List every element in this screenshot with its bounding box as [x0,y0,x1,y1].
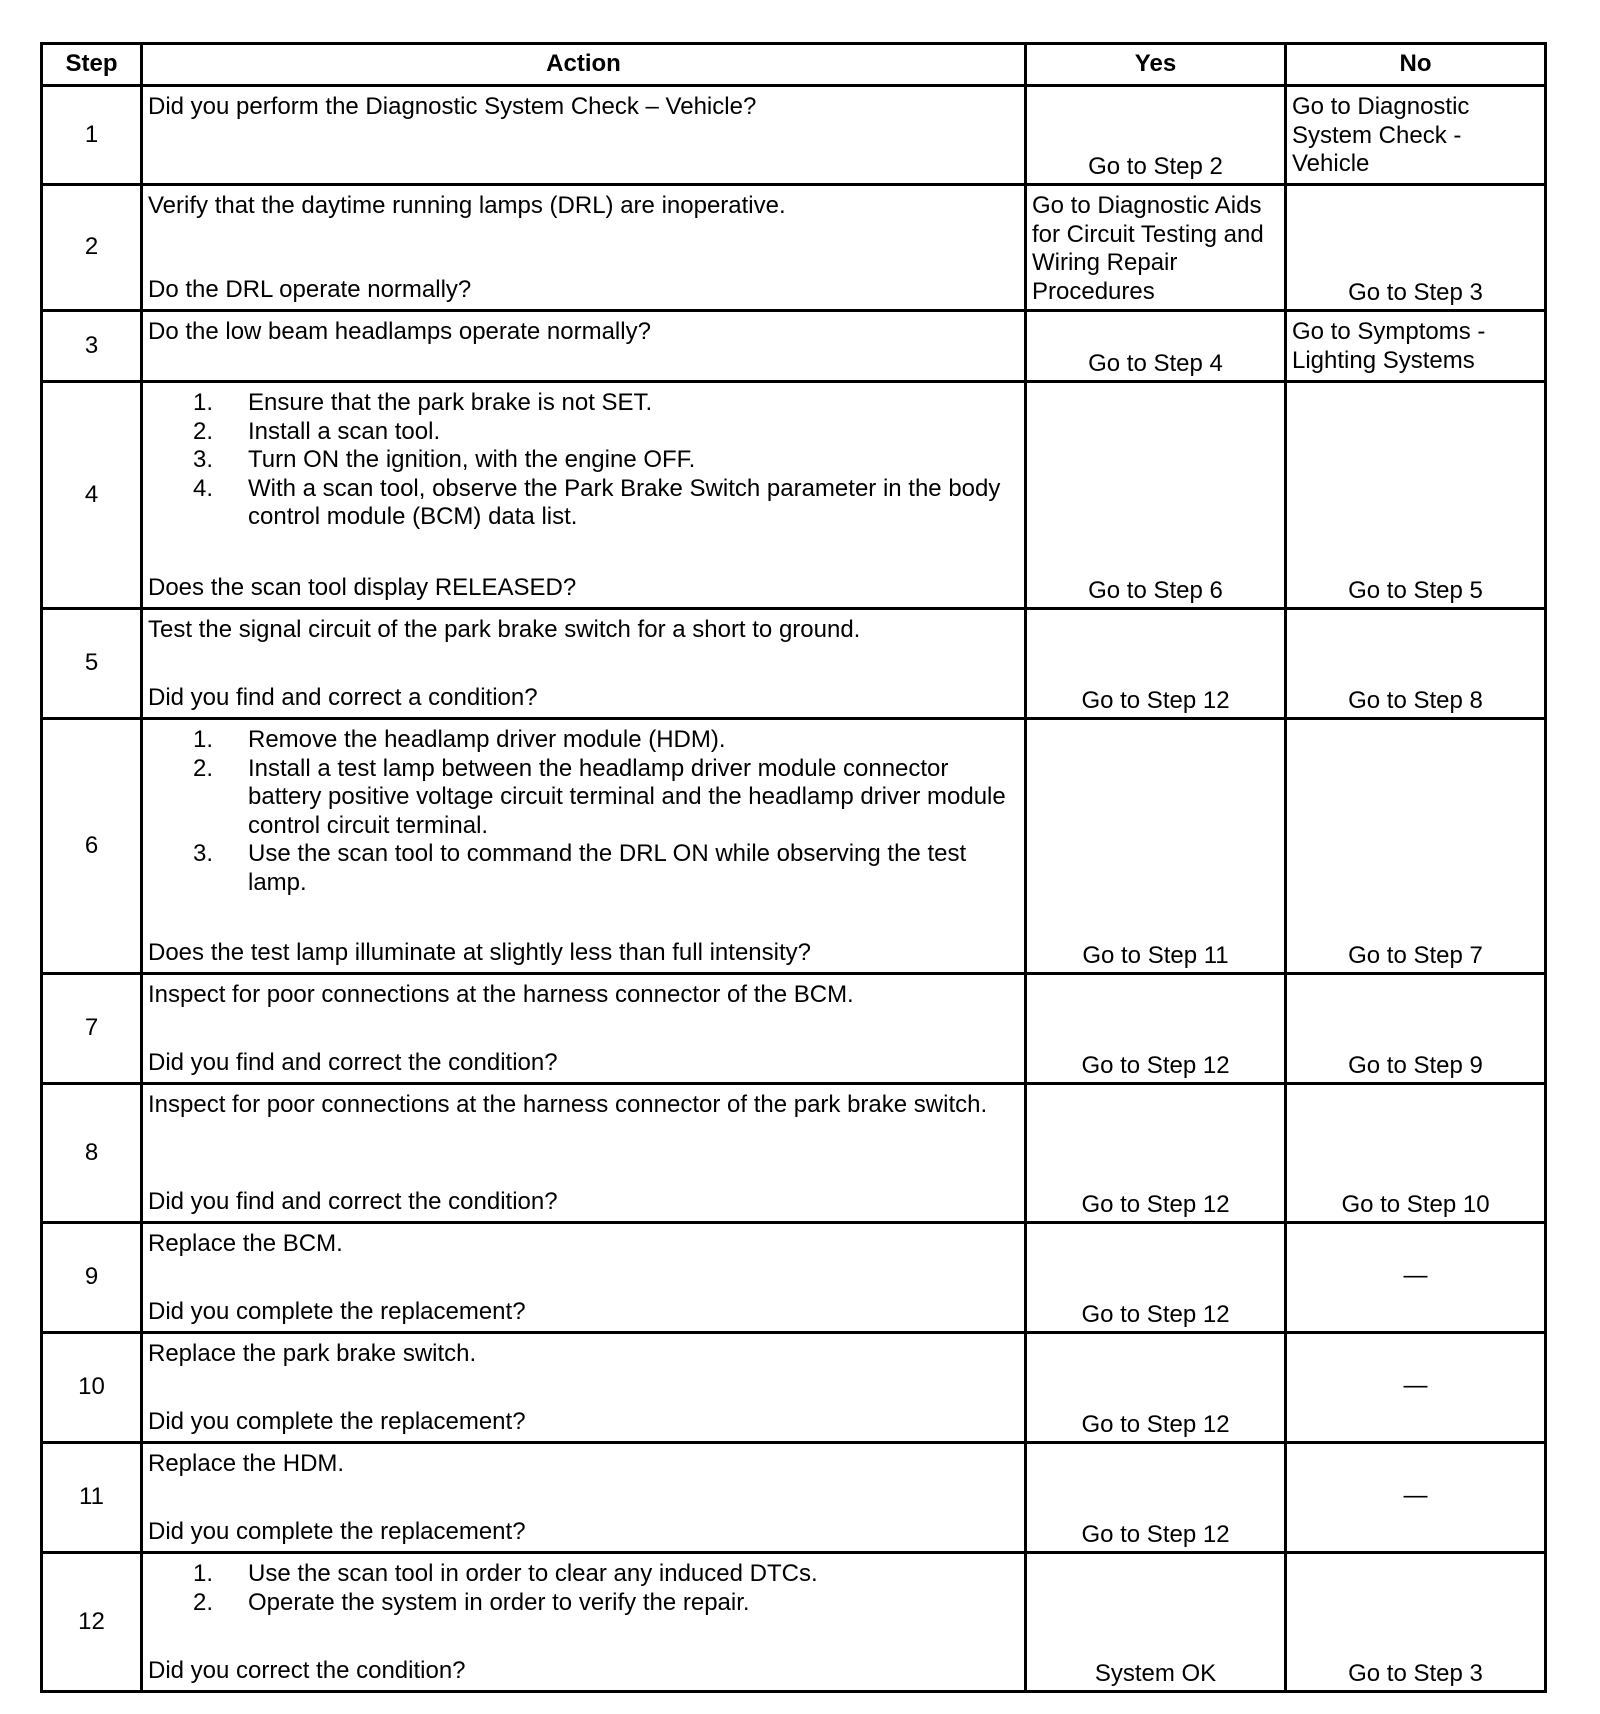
no-cell: Go to Step 3 [1286,1553,1546,1692]
step-number: 3 [42,311,142,382]
step-number: 8 [42,1084,142,1223]
step-number: 5 [42,609,142,719]
spacer [148,645,1019,684]
table-row [42,1333,1546,1443]
yes-cell: Go to Step 12 [1026,1443,1286,1553]
yes-cell: Go to Step 4 [1026,311,1286,382]
list-item-text: Install a scan tool. [248,417,441,445]
list-item [148,755,1019,841]
list-item [148,840,1019,897]
header-no: No [1286,44,1546,86]
list-item [148,1589,1019,1618]
spacer [148,221,1019,276]
list-item-text: Turn ON the ignition, with the engine OFF. [248,446,696,473]
header-step: Step [42,44,142,86]
action-cell [142,1084,1026,1223]
action-question: Did you find and correct the condition? [148,1048,558,1076]
yes-cell: Go to Step 6 [1026,382,1286,609]
action-cell [142,1333,1026,1443]
action-question: Do the DRL operate normally? [148,275,472,303]
spacer [148,1259,1019,1298]
action-text: Replace the BCM. [148,1230,343,1257]
action-question: Did you find and correct the condition? [148,1187,558,1215]
list-item [148,475,1019,532]
list-item-text: Use the scan tool in order to clear any induced DTCs. [248,1560,818,1587]
table-row [42,382,1546,609]
step-number: 7 [42,974,142,1084]
list-item-number: 1. [193,726,214,753]
no-cell: Go to Step 3 [1286,185,1546,311]
yes-cell: Go to Step 11 [1026,719,1286,974]
action-cell [142,609,1026,719]
table-row [42,719,1546,974]
action-text: Did you perform the Diagnostic System Check – Vehicle? [148,93,757,120]
table-row [42,1223,1546,1333]
spacer [148,532,1019,574]
list-item [148,1560,1019,1589]
list-item-text: Install a test lamp between the headlamp driver module connector battery positive voltage circuit terminal and the headlamp driver module control circuit terminal. [248,754,1006,839]
action-steps-list [148,389,1019,532]
spacer [148,1479,1019,1518]
list-item-text: Ensure that the park brake is not SET. [248,389,653,416]
step-number: 4 [42,382,142,609]
list-item-number: 2. [193,417,214,445]
step-number: 1 [42,86,142,185]
action-cell [142,974,1026,1084]
yes-cell: Go to Step 12 [1026,1223,1286,1333]
action-text: Verify that the daytime running lamps (DRL) are inoperative. [148,192,786,219]
no-cell: — [1286,1333,1546,1443]
table-row [42,1443,1546,1553]
list-item-text: Remove the headlamp driver module (HDM). [248,726,726,753]
action-cell [142,719,1026,974]
action-text: Replace the park brake switch. [148,1340,477,1367]
yes-cell: Go to Step 2 [1026,86,1286,185]
list-item-text: Operate the system in order to verify the repair. [248,1588,750,1616]
list-item-number: 1. [193,389,214,416]
spacer [148,1617,1019,1657]
yes-cell: Go to Step 12 [1026,1084,1286,1223]
action-cell [142,1443,1026,1553]
action-cell [142,86,1026,185]
list-item-number: 2. [193,1588,214,1616]
action-text: Inspect for poor connections at the harness connector of the BCM. [148,981,854,1008]
action-cell [142,1553,1026,1692]
action-cell [142,382,1026,609]
table-row [42,1553,1546,1692]
action-text: Replace the HDM. [148,1450,345,1477]
table-row [42,86,1546,185]
header-row [42,44,1546,86]
step-number: 9 [42,1223,142,1333]
header-action: Action [142,44,1026,86]
step-number: 6 [42,719,142,974]
spacer [148,1010,1019,1049]
step-number: 11 [42,1443,142,1553]
action-question: Did you complete the replacement? [148,1517,526,1545]
no-cell: Go to Step 10 [1286,1084,1546,1223]
action-question: Does the scan tool display RELEASED? [148,573,577,601]
list-item-number: 3. [193,446,214,473]
table-row [42,609,1546,719]
action-question: Did you find and correct a condition? [148,683,538,711]
action-question: Does the test lamp illuminate at slightly less than full intensity? [148,938,811,966]
step-number: 10 [42,1333,142,1443]
no-cell: Go to Step 7 [1286,719,1546,974]
no-cell: Go to Step 5 [1286,382,1546,609]
list-item [148,726,1019,755]
action-cell [142,185,1026,311]
yes-cell: Go to Diagnostic Aids for Circuit Testing and Wiring Repair Procedures [1026,185,1286,311]
action-steps-list [148,1560,1019,1617]
no-cell: Go to Step 8 [1286,609,1546,719]
action-text: Inspect for poor connections at the harness connector of the park brake switch. [148,1091,988,1118]
action-cell [142,311,1026,382]
list-item-text: With a scan tool, observe the Park Brake Switch parameter in the body control module (BCM) data list. [248,474,1001,530]
action-question: Did you complete the replacement? [148,1297,526,1325]
diagnostic-table-sheet [40,42,1544,1693]
list-item-number: 4. [193,474,214,502]
list-item-number: 1. [193,1560,214,1587]
yes-cell: System OK [1026,1553,1286,1692]
list-item-number: 2. [193,754,214,782]
step-number: 2 [42,185,142,311]
spacer [148,1369,1019,1408]
list-item-text: Use the scan tool to command the DRL ON while observing the test lamp. [248,840,967,896]
no-cell: Go to Diagnostic System Check - Vehicle [1286,86,1546,185]
action-question: Did you correct the condition? [148,1656,466,1684]
no-cell: — [1286,1443,1546,1553]
yes-cell: Go to Step 12 [1026,609,1286,719]
table-row [42,974,1546,1084]
list-item [148,418,1019,447]
action-cell [142,1223,1026,1333]
list-item [148,446,1019,475]
step-number: 12 [42,1553,142,1692]
no-cell: Go to Symptoms - Lighting Systems [1286,311,1546,382]
yes-cell: Go to Step 12 [1026,974,1286,1084]
table-row [42,311,1546,382]
no-cell: — [1286,1223,1546,1333]
spacer [148,1120,1019,1188]
yes-cell: Go to Step 12 [1026,1333,1286,1443]
spacer [148,897,1019,939]
action-text: Do the low beam headlamps operate normally? [148,318,651,345]
header-yes: Yes [1026,44,1286,86]
list-item-number: 3. [193,840,214,867]
list-item [148,389,1019,418]
diagnostic-table [40,42,1547,1693]
table-row [42,185,1546,311]
action-steps-list [148,726,1019,897]
action-text: Test the signal circuit of the park brake switch for a short to ground. [148,616,861,643]
no-cell: Go to Step 9 [1286,974,1546,1084]
action-question: Did you complete the replacement? [148,1407,526,1435]
table-row [42,1084,1546,1223]
